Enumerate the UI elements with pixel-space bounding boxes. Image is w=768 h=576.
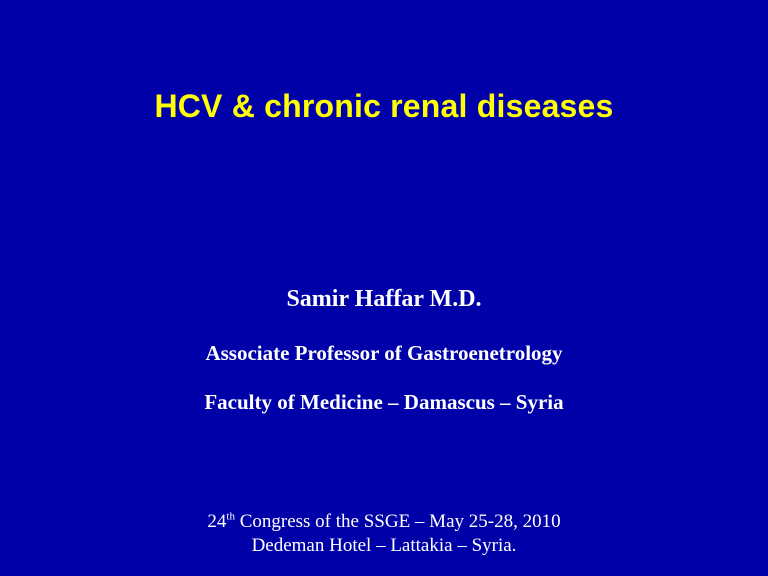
congress-title: Congress of the SSGE – May 25-28, 2010: [234, 511, 561, 532]
author-name: Samir Haffar M.D.: [286, 286, 482, 312]
congress-info: [0, 510, 768, 558]
congress-ordinal-number: 24: [207, 511, 227, 532]
author-position: Associate Professor of Gastroenetrology: [205, 341, 563, 365]
congress-ordinal-suffix: th: [226, 510, 235, 523]
congress-line-1: [0, 510, 768, 534]
author-faculty: Faculty of Medicine – Damascus – Syria: [204, 390, 564, 414]
congress-line-2: Dedeman Hotel – Lattakia – Syria.: [251, 535, 517, 556]
slide-title: HCV & chronic renal diseases: [154, 88, 614, 124]
